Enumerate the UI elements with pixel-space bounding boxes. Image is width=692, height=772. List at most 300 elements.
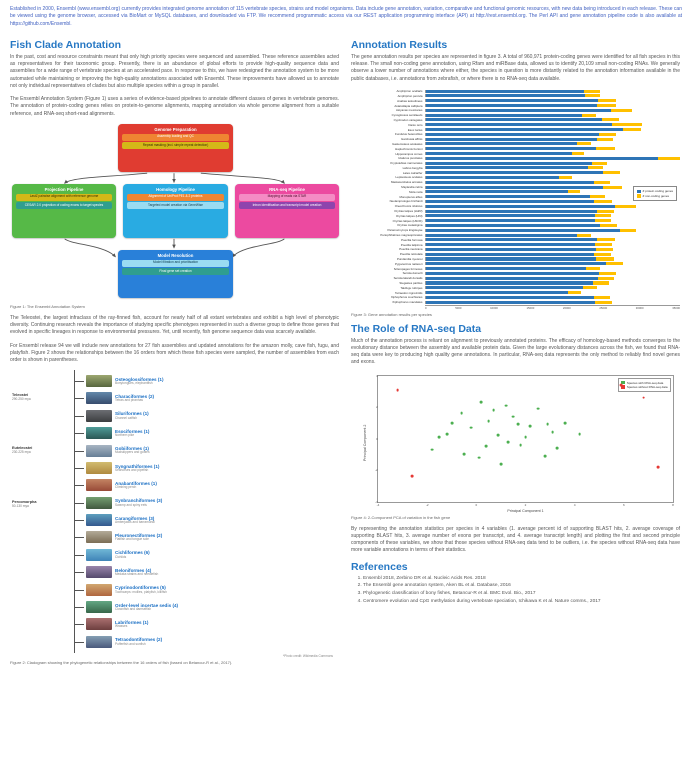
scatter-x-tick: -4 xyxy=(376,502,380,507)
bar-species-label: Lepisosteus oculatus xyxy=(395,175,423,180)
bar-species-label: Astatotilapia calliptera xyxy=(394,103,423,108)
legend-item xyxy=(621,381,667,385)
bar-species-label: Maylandia zebra xyxy=(401,185,423,190)
fish-clade-paragraph-4: For Ensembl release 94 we will include new annotations for 27 fish assemblies and updated annotations for the amazon molly, cave fish, fugu, and platyfish. Figure 2 shows the relationships between the 16 orders from which these fish species were sampled, the number of assemblies from each order is shown in parentheses. xyxy=(10,342,339,363)
bar-species-label: Gambusia affinis xyxy=(401,137,423,142)
fish-order-common-name: Bonytongues, elephantfish xyxy=(115,380,153,385)
timeline-euteleostei: Euteleostei 230-225 mya xyxy=(12,446,33,455)
fish-order-text xyxy=(115,550,150,559)
scatter-y-axis-label: Principal Component 2 xyxy=(363,424,367,461)
bar-noncoding xyxy=(585,94,600,97)
fish-photo-thumbnail xyxy=(86,618,112,630)
bar-species-label: Neolamprologus brichardi xyxy=(389,199,423,204)
bar-track xyxy=(425,224,680,227)
scatter-point xyxy=(445,432,448,435)
scatter-point xyxy=(563,421,566,424)
scatter-x-tick: 6 xyxy=(622,502,625,507)
scatter-x-tick: 2 xyxy=(524,502,527,507)
bar-noncoding xyxy=(600,224,617,227)
bar-noncoding xyxy=(572,152,584,155)
fish-order-common-name: Flatfish and tongue sole xyxy=(115,537,149,542)
bar-noncoding xyxy=(599,133,616,136)
bar-species-label: Labrus bergylta xyxy=(402,165,423,170)
scatter-point xyxy=(517,423,520,426)
bar-noncoding xyxy=(568,291,581,294)
fish-order-text xyxy=(115,377,164,386)
bar-species-label: Hippocampus comes xyxy=(395,151,423,156)
bar-noncoding xyxy=(595,219,611,222)
bar-noncoding xyxy=(596,257,614,260)
bar-track xyxy=(425,210,680,213)
fish-photo-thumbnail xyxy=(86,375,112,387)
bar-species-label: Poecilia reticulata xyxy=(399,252,423,257)
bar-protein-coding xyxy=(426,205,615,208)
bar-track xyxy=(425,272,680,275)
bar-track xyxy=(425,147,680,150)
fish-order-row xyxy=(75,459,339,476)
scatter-point xyxy=(463,453,466,456)
bar-noncoding xyxy=(612,123,642,126)
cladogram-timeline xyxy=(12,370,70,652)
model-resolution-box xyxy=(118,250,233,298)
bar-track xyxy=(425,286,680,289)
bar-track xyxy=(425,171,680,174)
bar-noncoding xyxy=(559,176,572,179)
bar-track xyxy=(425,262,680,265)
bar-noncoding xyxy=(594,253,610,256)
legend-item xyxy=(637,194,673,198)
bar-species-label: Kryptolebias marmoratus xyxy=(390,161,423,166)
bar-noncoding xyxy=(658,157,680,160)
fish-order-common-name: Toothcarps: mollies, platyfish, killifish xyxy=(115,589,167,594)
bar-track xyxy=(425,248,680,251)
bar-noncoding xyxy=(577,234,590,237)
bar-noncoding xyxy=(590,195,605,198)
scatter-x-tick: -2 xyxy=(425,502,429,507)
figure1-annotation-system-diagram xyxy=(10,124,339,302)
bar-noncoding xyxy=(596,248,613,251)
scatter-point xyxy=(485,445,488,448)
bar-track xyxy=(425,118,680,121)
x-tick-label: 25000 xyxy=(599,305,608,310)
fish-order-common-name: Pufferfish and sunfish xyxy=(115,641,146,646)
scatter-point xyxy=(477,456,480,459)
bar-noncoding xyxy=(583,286,597,289)
bar-species-label: Lates calcarifer xyxy=(402,170,423,175)
reference-item: 4. Centromere evolution and CpG methylation during vertebrate speciation, Ichikawa K et al. Nature comms., 2017 xyxy=(363,599,680,606)
fish-order-text xyxy=(115,620,148,629)
bar-protein-coding xyxy=(426,128,623,131)
fish-order-common-name: Mudskippers and gobies xyxy=(115,450,150,455)
bar-track xyxy=(425,257,680,260)
bar-species-label: Poecilia formosa xyxy=(401,237,423,242)
lastz-alignment-step: LastZ pairwise alignment with reference genome xyxy=(16,194,112,201)
bar-species-label: Pygocentrus nattereri xyxy=(395,261,423,266)
scatter-point xyxy=(529,425,532,428)
bar-species-label: Oryzias latipes (HdrR) xyxy=(394,209,423,214)
scatter-y-tick: -4 xyxy=(375,499,378,504)
scatter-point xyxy=(460,412,463,415)
scatter-legend xyxy=(618,378,671,393)
bar-track xyxy=(425,301,680,304)
fish-photo-thumbnail xyxy=(86,479,112,491)
bar-noncoding xyxy=(598,99,615,102)
scatter-x-tick: 4 xyxy=(573,502,576,507)
bar-species-label: Pundamilia nyererei xyxy=(396,257,423,262)
bar-species-label: Anabas testudineus xyxy=(397,98,423,103)
fish-order-common-name: Swamp and spiny eels xyxy=(115,502,147,507)
scatter-point xyxy=(438,436,441,439)
bar-protein-coding xyxy=(426,286,583,289)
scatter-point xyxy=(487,420,490,423)
bar-species-label: Amphiprion percula xyxy=(397,93,423,98)
rnaseq-paragraph-1: Much of the annotation process is reliant on alignment to previously annotated proteins. The efficacy of homology-based methods converges to the evolutionary distance between the assembly and available protein data. Given the large evolutionary distances across the fish, we found that RNA-seq data were key to producing high quality gene annotations. In particular, RNA-seq data represents the only method to reliably find novel genes and exons. xyxy=(351,337,680,366)
scatter-y-tick: -2 xyxy=(375,468,378,473)
bar-protein-coding xyxy=(426,186,603,189)
annotation-results-paragraph: The gene annotation results per species are represented in figure 3. A total of 960,971 protein-coding genes were identified for all fish species in this release. The small non-coding gene annotation, using Rfam and miRBase data, allowed us to identify 20,109 small non-coding RNAs. We generally observe a lower number of annotations where either, the species in question is more distantly related to the annotation information available in the public databases, i.e. annotations from zebrafish, or where there is no RNA-seq data available. xyxy=(351,53,680,82)
bar-protein-coding xyxy=(426,272,599,275)
bar-species-label: Stegastes partitus xyxy=(399,281,423,286)
fish-order-name: Gobiiformes (1) xyxy=(115,446,149,452)
bar-protein-coding xyxy=(426,104,597,107)
genome-preparation-box xyxy=(118,124,233,172)
fish-order-row xyxy=(75,581,339,598)
two-column-layout xyxy=(10,34,682,671)
bar-protein-coding xyxy=(426,248,596,251)
fish-order-text xyxy=(115,394,154,403)
x-tick-label: 30000 xyxy=(635,305,644,310)
bar-noncoding xyxy=(594,200,612,203)
bar-species-label: Paramormyrops kingsleyae xyxy=(387,228,423,233)
bar-species-label: Danio rerio xyxy=(408,122,423,127)
bar-species-label: Cynoglossus semilaevis xyxy=(391,113,423,118)
intron-identification-step: Intron identification and transcript model creation xyxy=(239,202,335,209)
fish-photo-thumbnail xyxy=(86,636,112,648)
bar-track xyxy=(425,267,680,270)
bar-track xyxy=(425,238,680,241)
bar-protein-coding xyxy=(426,152,572,155)
fish-order-common-name: Northern pike xyxy=(115,433,135,437)
bar-track xyxy=(425,291,680,294)
fish-order-name: Anabantiformes (1) xyxy=(115,480,157,486)
reference-item: 3. Phylogenetic classification of bony fishes, Betancur-R et al. BMC Evol. Bio., 2017 xyxy=(363,591,680,598)
scatter-point xyxy=(497,434,500,437)
bar-species-label: Takifugu rubripes xyxy=(400,285,423,290)
scatter-point xyxy=(578,432,581,435)
legend-label: Species with RNA-seq data xyxy=(626,380,664,385)
figure2-cladogram xyxy=(12,370,339,652)
bar-track xyxy=(425,90,680,93)
scatter-y-tick: 2 xyxy=(376,405,378,410)
bar-noncoding xyxy=(603,186,622,189)
bar-protein-coding xyxy=(426,281,593,284)
fish-order-name: Synbranchiformes (3) xyxy=(115,498,163,504)
bar-noncoding xyxy=(595,301,612,304)
projection-pipeline-title: Projection Pipeline xyxy=(44,186,84,192)
fish-order-common-name: Cichlids xyxy=(115,554,127,559)
bar-track xyxy=(425,277,680,280)
fish-order-name: Syngnathiformes (1) xyxy=(115,463,160,469)
bar-track xyxy=(425,152,680,155)
bar-noncoding xyxy=(597,104,616,107)
bar-noncoding xyxy=(599,272,615,275)
bar-noncoding xyxy=(568,190,580,193)
fish-clade-paragraph-2: The Ensembl Annotation System (Figure 1) uses a series of evidence-based pipelines to annotate different classes of genes in vertebrate genomes. The annotation of protein-coding genes relies on protein-to-genome alignments, mapping annotation via whole genome alignment from a suitable reference, and RNA-seq short-read alignments. xyxy=(10,96,339,117)
bar-protein-coding xyxy=(426,296,594,299)
bar-protein-coding xyxy=(426,214,595,217)
bar-species-label: Mola mola xyxy=(409,189,423,194)
bar-species-label: Amphiprion ocellaris xyxy=(396,89,423,94)
bar-protein-coding xyxy=(426,224,600,227)
bar-noncoding xyxy=(596,147,614,150)
bar-track xyxy=(425,114,680,117)
scatter-x-tick: 0 xyxy=(475,502,478,507)
bar-protein-coding xyxy=(426,257,596,260)
bar-protein-coding xyxy=(426,200,594,203)
bar-protein-coding xyxy=(426,229,620,232)
bar-noncoding xyxy=(597,210,613,213)
scatter-point xyxy=(504,404,507,407)
scatter-point xyxy=(431,448,434,451)
bar-species-label: Cyprinodon variegatus xyxy=(393,117,423,122)
section-heading-references: References xyxy=(351,560,408,573)
bar-noncoding xyxy=(606,262,624,265)
bar-noncoding xyxy=(597,238,614,241)
fish-order-name: Carangiformes (3) xyxy=(115,515,155,521)
bar-track xyxy=(425,109,680,112)
fish-order-name: Siluriformes (1) xyxy=(115,411,149,417)
scatter-point xyxy=(657,466,660,469)
bar-protein-coding xyxy=(426,109,611,112)
fish-order-text xyxy=(115,411,149,420)
genewise-model-step: Targeted model creation via GeneWise xyxy=(127,202,224,209)
fish-order-common-name: Tetras and piranhas xyxy=(115,398,143,403)
legend-swatch xyxy=(637,194,641,198)
bar-track xyxy=(425,205,680,208)
bar-species-label: Scleropages formosus xyxy=(393,266,423,271)
bar-species-label: Mastacembelus armatus xyxy=(391,180,423,185)
x-tick-label: 35000 xyxy=(672,305,680,310)
fish-photo-thumbnail xyxy=(86,427,112,439)
bar-track xyxy=(425,253,680,256)
fish-order-row xyxy=(75,442,339,459)
bar-species-label: Xiphophorus couchianus xyxy=(390,295,423,300)
fish-order-row xyxy=(75,494,339,511)
fish-order-name: Osteoglossiformes (1) xyxy=(115,376,164,382)
fish-order-row xyxy=(75,633,339,650)
bar-protein-coding xyxy=(426,138,597,141)
legend-label: Species without RNA-seq data xyxy=(626,385,668,390)
final-gene-set-step: Final gene set creation xyxy=(122,268,229,275)
scatter-point xyxy=(492,409,495,412)
fish-order-text xyxy=(115,429,149,438)
bar-protein-coding xyxy=(426,147,596,150)
scatter-point xyxy=(546,423,549,426)
fish-order-row xyxy=(75,424,339,441)
bar-track xyxy=(425,219,680,222)
fish-photo-thumbnail xyxy=(86,514,112,526)
fish-order-row xyxy=(75,511,339,528)
fish-order-row xyxy=(75,390,339,407)
bar-protein-coding xyxy=(426,219,595,222)
figure1-caption: Figure 1: The Ensembl Annotation System xyxy=(10,303,85,309)
bar-chart-x-ticks xyxy=(425,306,680,310)
fish-order-common-name: Climbing perch xyxy=(115,485,137,490)
x-tick-label: 15000 xyxy=(526,305,535,310)
bar-species-label: Ictalurus punctatus xyxy=(398,156,423,161)
fish-order-common-name: Amberjacks and barramundi xyxy=(115,519,155,524)
fish-photo-thumbnail xyxy=(86,410,112,422)
bar-noncoding xyxy=(615,205,636,208)
bar-track xyxy=(425,229,680,232)
fish-photo-thumbnail xyxy=(86,584,112,596)
scatter-x-tick: 8 xyxy=(672,502,674,507)
fish-order-name: Cyprinodontiformes (5) xyxy=(115,585,166,591)
fish-order-text xyxy=(115,481,157,490)
bar-protein-coding xyxy=(426,291,568,294)
uniprot-alignment-step: Alignment of UniProt PE1 & 2 proteins xyxy=(127,194,224,201)
bar-species-label: Tetraodon nigroviridis xyxy=(395,290,423,295)
references-list xyxy=(363,576,680,606)
bar-protein-coding xyxy=(426,114,582,117)
repeat-masking-step: Repeat masking (incl. simple repeat detection) xyxy=(122,142,229,149)
bar-species-label: Periophthalmus magnuspinnatus xyxy=(380,233,423,238)
bar-species-label: Oryzias melastigma xyxy=(397,223,423,228)
scatter-x-axis-label: Principal Component 1 xyxy=(507,508,544,513)
legend-swatch xyxy=(637,190,641,194)
x-tick-label: 10000 xyxy=(490,305,498,310)
bar-track xyxy=(425,142,680,145)
right-column xyxy=(351,34,680,671)
fish-clade-paragraph-3: The Teleostei, the largest infraclass of the ray-finned fish, account for nearly half of all extant vertebrates and exhibit a high level of phenotypic diversity. Continuing research reveals the importance of studying specific phenotypes represented in such a diverse group to define those genes that evolved in specific lineages in response to environmental pressures. Yet, until recently, fish genome sequence data was scarcely available. xyxy=(10,314,339,336)
figure3-caption: Figure 3: Gene annotation results per species xyxy=(351,311,432,317)
fish-photo-thumbnail xyxy=(86,531,112,543)
bar-protein-coding xyxy=(426,142,577,145)
bar-protein-coding xyxy=(426,195,590,198)
scatter-y-tick: 4 xyxy=(376,373,378,378)
fish-photo-thumbnail xyxy=(86,462,112,474)
scatter-point xyxy=(512,415,515,418)
fish-order-row xyxy=(75,546,339,563)
bar-track xyxy=(425,138,680,141)
fish-orders-list xyxy=(74,370,339,652)
fish-order-common-name: Clownfish and damselfish xyxy=(115,606,152,611)
bar-noncoding xyxy=(598,277,614,280)
bar-protein-coding xyxy=(426,301,595,304)
bar-chart-legend xyxy=(633,186,677,202)
fish-order-text xyxy=(115,533,162,542)
scatter-point xyxy=(536,407,539,410)
bar-protein-coding xyxy=(426,162,592,165)
fish-order-text xyxy=(115,568,158,577)
bar-species-label: Poecilia latipinna xyxy=(400,242,423,247)
fish-order-common-name: Seahorses and pipefish xyxy=(115,467,149,472)
bar-noncoding xyxy=(593,281,609,284)
bar-noncoding xyxy=(603,171,620,174)
model-filtration-step: Model filtration and prioritisation xyxy=(122,260,229,267)
bar-species-label: Haplochromis burtoni xyxy=(395,146,423,151)
fish-photo-thumbnail xyxy=(86,445,112,457)
fish-order-name: Characiformes (2) xyxy=(115,393,155,399)
bar-track xyxy=(425,243,680,246)
bar-noncoding xyxy=(577,142,591,145)
scatter-point xyxy=(411,475,414,478)
scatter-point xyxy=(507,440,510,443)
bar-protein-coding xyxy=(426,190,568,193)
bar-noncoding xyxy=(595,214,611,217)
fish-order-common-name: Channel catfish xyxy=(115,415,137,420)
fish-order-common-name: Medaka strains and needlefish xyxy=(115,572,159,577)
timeline-percomorpha: Percomorpha 50-130 mya xyxy=(12,500,37,509)
fish-order-name: Esociformes (1) xyxy=(115,428,150,434)
x-tick-label: 5000 xyxy=(455,305,462,310)
bar-noncoding xyxy=(586,267,600,270)
bar-protein-coding xyxy=(426,262,606,265)
bar-track xyxy=(425,234,680,237)
bar-species-label: Poecilia mexicana xyxy=(399,247,423,252)
fish-photo-thumbnail xyxy=(86,497,112,509)
bar-track xyxy=(425,157,680,160)
bar-protein-coding xyxy=(426,243,595,246)
homology-pipeline-box xyxy=(123,184,228,238)
cesar-projection-step: CESAR 2.0 projection of coding exons to target species xyxy=(16,202,112,209)
scatter-point xyxy=(642,396,645,399)
bar-track xyxy=(425,166,680,169)
figure4-caption: Figure 4: 2-Component PCA of variation in the fish gene xyxy=(351,514,451,520)
rnaseq-paragraph-2: By representing the annotation statistics per species in 4 variables (1. average percent id of supporting BLAST hits, 2. average coverage of supporting BLAST hits, 3. average number of exons per transcript, and 4. average transcript length) and plotting the first and second principle components of these variables, we show that those species without RNA-seq data tend to be outliers, i.e. the species without RNA-seq data have more variable annotations in terms of their statistics. xyxy=(351,525,680,554)
scatter-point xyxy=(551,431,554,434)
bar-protein-coding xyxy=(426,210,597,213)
bar-noncoding xyxy=(584,90,600,93)
fish-order-common-name: Wrasses xyxy=(115,624,128,629)
bar-protein-coding xyxy=(426,181,594,184)
scatter-point xyxy=(450,421,453,424)
bar-species-label: Esox lucius xyxy=(407,127,423,132)
bar-track xyxy=(425,94,680,97)
bar-noncoding xyxy=(594,296,610,299)
bar-protein-coding xyxy=(426,94,585,97)
x-tick-label: 20000 xyxy=(562,305,571,310)
fish-order-name: Cichliformes (6) xyxy=(115,550,150,556)
bar-protein-coding xyxy=(426,253,594,256)
fish-order-row xyxy=(75,529,339,546)
bar-protein-coding xyxy=(426,171,603,174)
left-column xyxy=(10,34,339,671)
reference-item: 2. The Ensembl gene annotation system, Aken BL et al. Database, 2016 xyxy=(363,583,680,590)
scatter-point xyxy=(519,444,522,447)
figure4-scatter-plot xyxy=(355,373,680,513)
fish-order-row xyxy=(75,477,339,494)
bar-species-label: Gasterosteus aculeatus xyxy=(392,141,423,146)
bar-protein-coding xyxy=(426,133,599,136)
bar-noncoding xyxy=(582,114,596,117)
bar-protein-coding xyxy=(426,277,598,280)
fish-order-row xyxy=(75,407,339,424)
fish-order-name: Pleuronectiformes (2) xyxy=(115,533,163,539)
scatter-point xyxy=(556,447,559,450)
legend-label: # protein coding genes xyxy=(642,189,673,194)
bar-species-label: Oreochromis niloticus xyxy=(394,204,423,209)
scatter-y-tick: 0 xyxy=(376,436,378,441)
section-heading-fish-clade: Fish Clade Annotation xyxy=(10,38,122,51)
bar-protein-coding xyxy=(426,99,598,102)
scatter-point xyxy=(396,388,399,391)
bar-species-label: Fundulus heteroclitus xyxy=(395,132,423,137)
scatter-plot-area xyxy=(375,373,674,507)
bar-noncoding xyxy=(611,109,632,112)
section-heading-annotation-results: Annotation Results xyxy=(351,38,448,51)
bar-species-label: Astyanax mexicanus xyxy=(395,108,423,113)
